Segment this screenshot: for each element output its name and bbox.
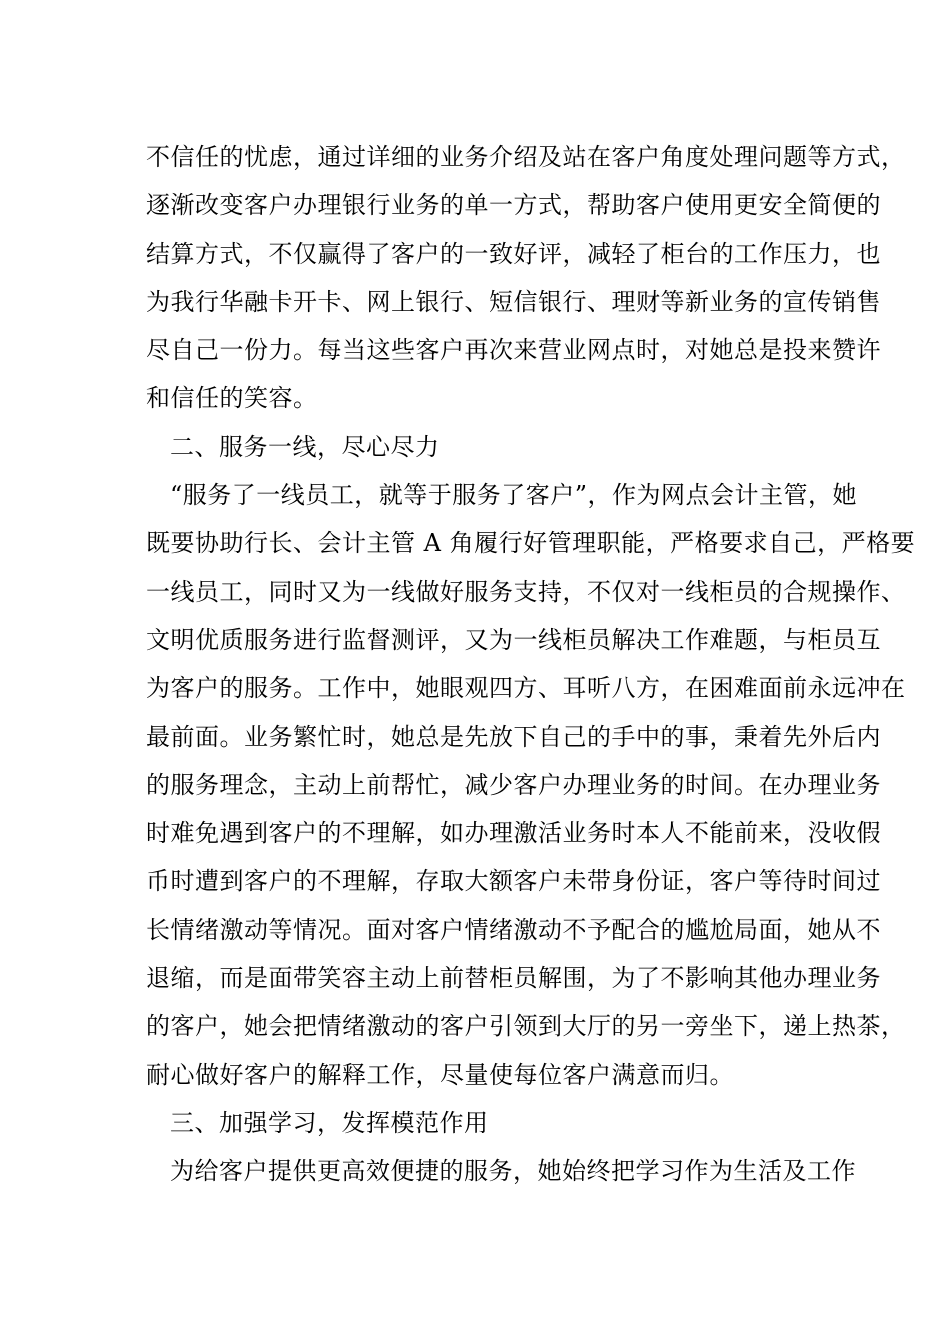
paragraph-line: “服务了一线员工，就等于服务了客户”，作为网点会计主管，她 [170, 481, 858, 510]
paragraph-line: 尽自己一份力。每当这些客户再次来营业网点时，对她总是投来赞许 [146, 336, 881, 365]
paragraph-line: 既要协助行长、会计主管 A 角履行好管理职能，严格要求自己，严格要 [146, 529, 916, 558]
paragraph-line: 一线员工，同时又为一线做好服务支持，不仅对一线柜员的合规操作、 [146, 577, 906, 606]
paragraph-line: 和信任的笑容。 [146, 384, 318, 413]
paragraph-line: 的服务理念，主动上前帮忙，减少客户办理业务的时间。在办理业务 [146, 770, 881, 799]
section-heading: 三、加强学习，发挥模范作用 [170, 1108, 489, 1137]
paragraph-line: 文明优质服务进行监督测评，又为一线柜员解决工作难题，与柜员互 [146, 625, 881, 654]
paragraph-line: 币时遭到客户的不理解，存取大额客户未带身份证，客户等待时间过 [146, 867, 881, 896]
paragraph-line: 最前面。业务繁忙时，她总是先放下自己的手中的事，秉着先外后内 [146, 722, 881, 751]
paragraph-line: 为给客户提供更高效便捷的服务，她始终把学习作为生活及工作 [170, 1157, 856, 1186]
paragraph-line: 为我行华融卡开卡、网上银行、短信银行、理财等新业务的宣传销售 [146, 287, 881, 316]
paragraph-line: 逐渐改变客户办理银行业务的单一方式，帮助客户使用更安全简便的 [146, 191, 881, 220]
paragraph-line: 的客户，她会把情绪激动的客户引领到大厅的另一旁坐下，递上热茶， [146, 1012, 906, 1041]
paragraph-line: 为客户的服务。工作中，她眼观四方、耳听八方，在困难面前永远冲在 [146, 674, 906, 703]
paragraph-line: 耐心做好客户的解释工作，尽量使每位客户满意而归。 [146, 1060, 734, 1089]
section-heading: 二、服务一线，尽心尽力 [170, 432, 440, 461]
paragraph-line: 长情绪激动等情况。面对客户情绪激动不予配合的尴尬局面，她从不 [146, 915, 881, 944]
paragraph-line: 退缩，而是面带笑容主动上前替柜员解围，为了不影响其他办理业务 [146, 964, 881, 993]
paragraph-line: 结算方式，不仅赢得了客户的一致好评，减轻了柜台的工作压力，也 [146, 239, 881, 268]
document-body [146, 133, 916, 1196]
paragraph-line: 不信任的忧虑，通过详细的业务介绍及站在客户角度处理问题等方式， [146, 143, 906, 171]
paragraph-line: 时难免遇到客户的不理解，如办理激活业务时本人不能前来，没收假 [146, 819, 881, 848]
